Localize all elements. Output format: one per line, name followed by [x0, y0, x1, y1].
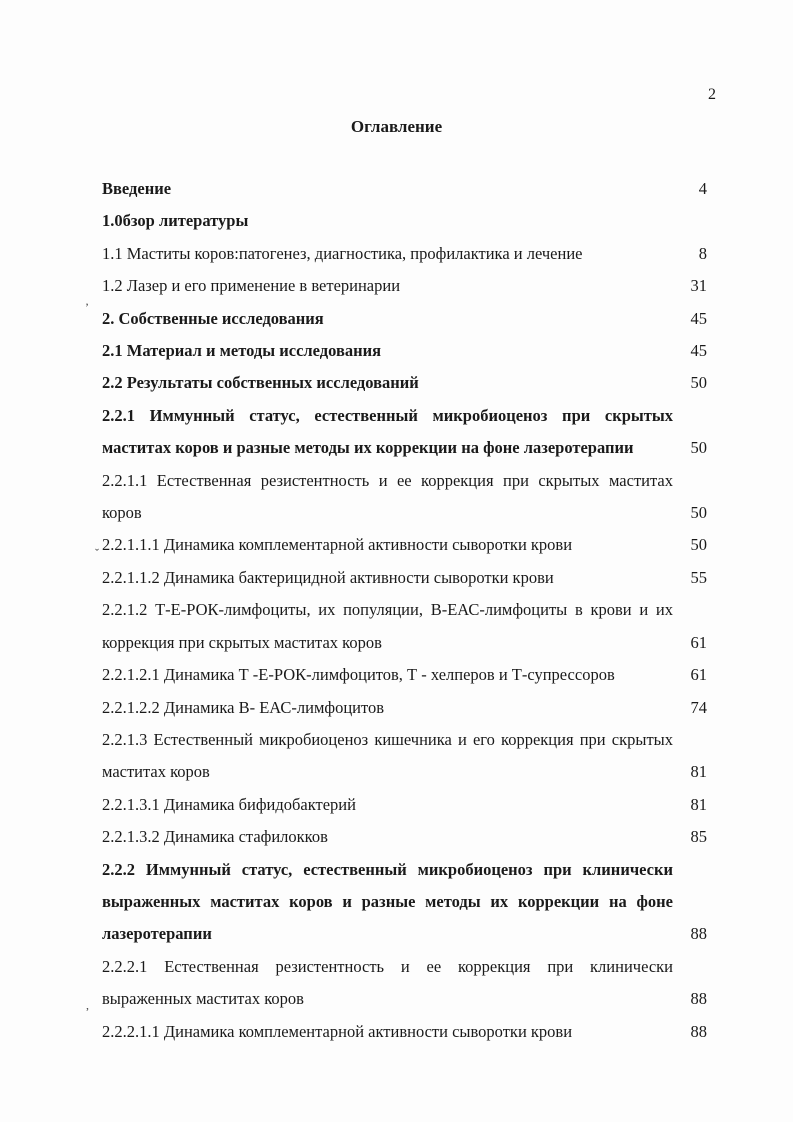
toc-entry-title: Введение — [102, 179, 172, 198]
toc-entry — [102, 529, 707, 561]
toc-entry — [102, 367, 707, 399]
toc-entry — [102, 659, 707, 691]
toc-entry-title: 2.2.1.3.1 Динамика бифидобактерий — [102, 794, 356, 814]
toc-entry-page: 61 — [690, 665, 707, 685]
toc-entry-page: 50 — [690, 503, 707, 523]
toc-entry-page: 4 — [698, 179, 707, 198]
toc-entry-title: 2.2.1.2.1 Динамика Т -Е-РОК-лимфоцитов, Т - хелперов и Т-супрессоров — [102, 665, 615, 685]
toc-entry — [102, 789, 707, 821]
toc-entry-title: 2.2.1.1 Естественная резистентность и ее коррекция при скрытых маститах коров — [102, 470, 673, 523]
toc-entry-title: 2.2.2 Иммунный статус, естественный микробиоценоз при клинически выраженных маститах коров и разные методы их коррекции на фоне лазеротерапии — [102, 859, 673, 944]
toc-title: Оглавление — [350, 117, 443, 136]
toc-entry — [102, 821, 707, 853]
toc-entry-page: 81 — [690, 794, 707, 814]
toc-entry-title: 2.2.1.1.1 Динамика комплементарной активности сыворотки крови — [102, 535, 573, 555]
toc-entry-title: 2.2.1.2.2 Динамика В- ЕАС-лимфоцитов — [102, 697, 385, 717]
toc-entry-page: 50 — [690, 438, 707, 458]
toc-entry — [102, 205, 707, 237]
toc-entry-page: 45 — [690, 341, 707, 361]
toc-entry-page: 81 — [690, 762, 707, 782]
toc-entry-title: 1.2 Лазер и его применение в ветеринарии — [102, 276, 401, 296]
toc-entry — [102, 854, 707, 951]
toc-entry — [102, 303, 707, 335]
toc-entry — [102, 238, 707, 270]
toc-entry-page: 61 — [690, 632, 707, 652]
toc-entry — [102, 692, 707, 724]
toc-entry-title: 2.1 Материал и методы исследования — [102, 341, 382, 361]
toc-entry-title: 1.0бзор литературы — [102, 211, 249, 231]
toc-entry-page: 50 — [690, 373, 707, 393]
scan-speck: ’ — [85, 300, 89, 314]
toc-entry-page: 8 — [698, 243, 707, 263]
toc-entry — [102, 335, 707, 367]
toc-entry-title: 2.2.1.2 Т-Е-РОК-лимфоциты, их популяции, В-ЕАС-лимфоциты в крови и их коррекция при скрытых маститах коров — [102, 600, 673, 652]
toc-entry — [102, 1016, 707, 1048]
toc-entry — [102, 562, 707, 594]
toc-entry-title: 2.2 Результаты собственных исследований — [102, 373, 419, 393]
toc-entry-title: 1.1 Маститы коров:патогенез, диагностика, профилактика и лечение — [102, 243, 583, 263]
scan-speck: ˇ — [95, 546, 99, 560]
table-of-contents — [102, 173, 707, 1048]
toc-entry — [102, 724, 707, 789]
toc-entry — [102, 594, 707, 659]
toc-entry-title: 2. Собственные исследования — [102, 308, 324, 328]
page-number: 2 — [708, 86, 716, 103]
toc-entry-title: 2.2.2.1.1 Динамика комплементарной активности сыворотки крови — [102, 1021, 573, 1041]
toc-entry-title: 2.2.1.3 Естественный микробиоценоз кишечника и его коррекция при скрытых маститах коров — [102, 729, 673, 782]
toc-entry-page: 55 — [690, 567, 707, 587]
toc-entry-page: 50 — [690, 535, 707, 555]
scan-speck: , — [86, 998, 89, 1012]
toc-entry — [102, 951, 707, 1016]
toc-entry-page: 88 — [690, 924, 707, 944]
toc-entry-title: 2.2.2.1 Естественная резистентность и ее коррекция при клинически выраженных маститах коров — [102, 956, 673, 1009]
toc-entry-page: 31 — [690, 276, 707, 296]
toc-entry-title: 2.2.1.3.2 Динамика стафилокков — [102, 827, 328, 847]
toc-entry-page: 45 — [690, 308, 707, 328]
toc-entry-page: 88 — [690, 1021, 707, 1041]
toc-entry — [102, 173, 707, 205]
toc-entry-title: 2.2.1.1.2 Динамика бактерицидной активности сыворотки крови — [102, 567, 554, 587]
toc-entry — [102, 270, 707, 302]
toc-entry-page: 74 — [690, 697, 707, 717]
toc-entry-title: 2.2.1 Иммунный статус, естественный микробиоценоз при скрытых маститах коров и разные методы их коррекции на фоне лазеротерапии — [102, 405, 673, 458]
toc-entry-page: 85 — [690, 827, 707, 847]
toc-entry — [102, 400, 707, 465]
toc-entry — [102, 465, 707, 530]
toc-entry-page: 88 — [690, 989, 707, 1009]
